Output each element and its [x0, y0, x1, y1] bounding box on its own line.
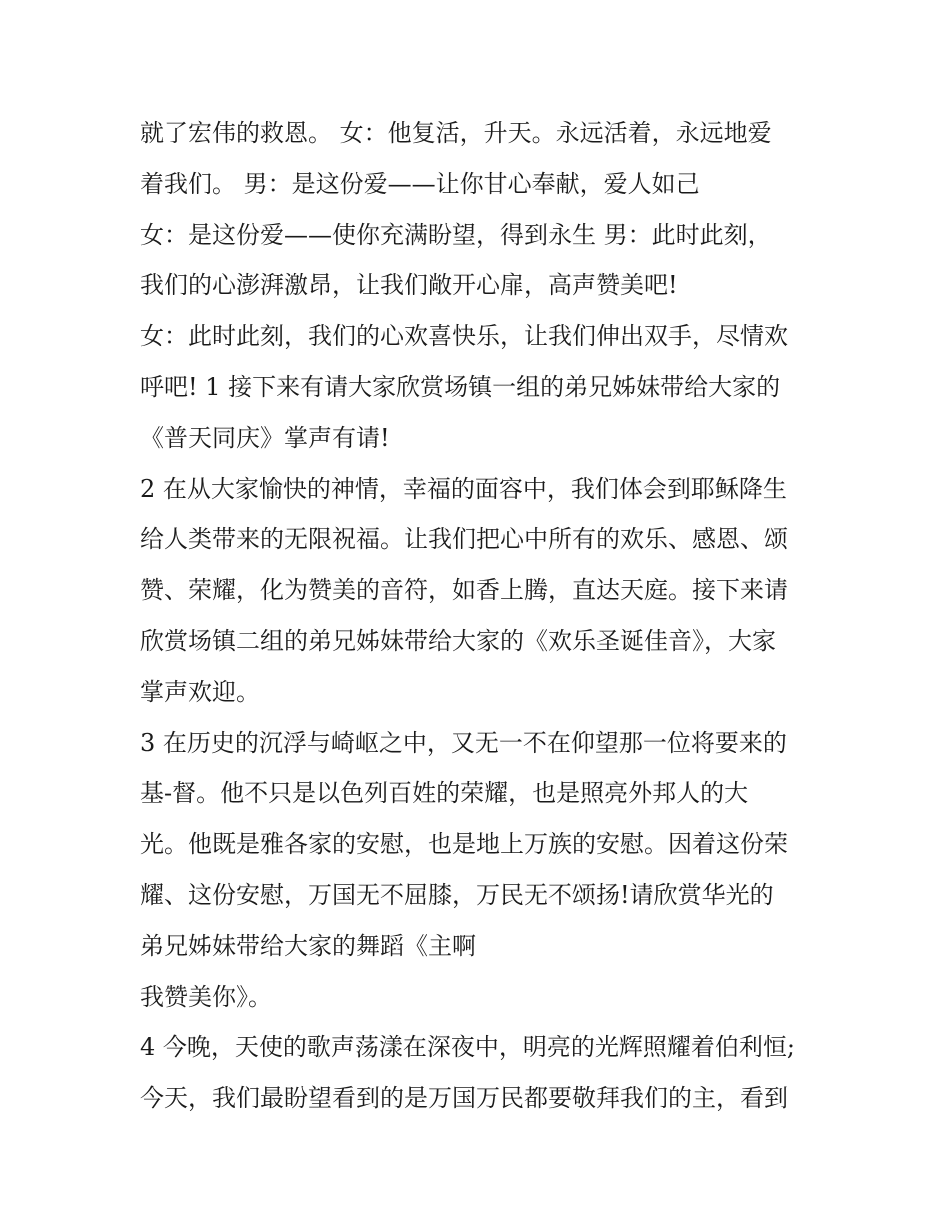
text-line: 光。他既是雅各家的安慰，也是地上万族的安慰。因着这份荣 [140, 830, 788, 859]
text-line: 我们的心澎湃激昂，让我们敞开心扉，高声赞美吧! [140, 271, 678, 300]
text-line: 我赞美你》。 [140, 982, 272, 1011]
text-line: 基-督。他不只是以色列百姓的荣耀，也是照亮外邦人的大 [140, 779, 749, 808]
document-text-body [140, 108, 830, 1124]
text-line: 掌声欢迎。 [140, 677, 260, 706]
text-line: 就了宏伟的救恩。 女：他复活，升天。永远活着，永远地爱 [140, 119, 772, 147]
text-line: 今天，我们最盼望看到的是万国万民都要敬拜我们的主，看到 [140, 1084, 788, 1113]
text-line: 耀、这份安慰，万国无不屈膝，万民无不颂扬!请欣赏华光的 [140, 880, 774, 909]
text-line: 4 今晚，天使的歌声荡漾在深夜中，明亮的光辉照耀着伯利恒; [140, 1033, 795, 1062]
text-line: 2 在从大家愉快的神情，幸福的面容中，我们体会到耶稣降生 [140, 474, 787, 503]
text-line: 女：此时此刻，我们的心欢喜快乐，让我们伸出双手，尽情欢 [140, 322, 788, 351]
text-line: 着我们。 男：是这份爱——让你甘心奉献，爱人如己 [140, 169, 700, 198]
text-line: 赞、荣耀，化为赞美的音符，如香上腾，直达天庭。接下来请 [140, 576, 788, 605]
text-line: 女：是这份爱——使你充满盼望，得到永生 男：此时此刻， [140, 220, 772, 249]
text-line: 3 在历史的沉浮与崎岖之中，又无一不在仰望那一位将要来的 [140, 728, 787, 757]
text-line: 呼吧! 1 接下来有请大家欣赏场镇一组的弟兄姊妹带给大家的 [140, 372, 781, 401]
text-line: 《普天同庆》掌声有请! [140, 423, 390, 452]
text-line: 弟兄姊妹带给大家的舞蹈《主啊 [140, 931, 476, 960]
text-line: 给人类带来的无限祝福。让我们把心中所有的欢乐、感恩、颂 [140, 525, 788, 554]
text-line: 欣赏场镇二组的弟兄姊妹带给大家的《欢乐圣诞佳音》，大家 [140, 626, 776, 655]
